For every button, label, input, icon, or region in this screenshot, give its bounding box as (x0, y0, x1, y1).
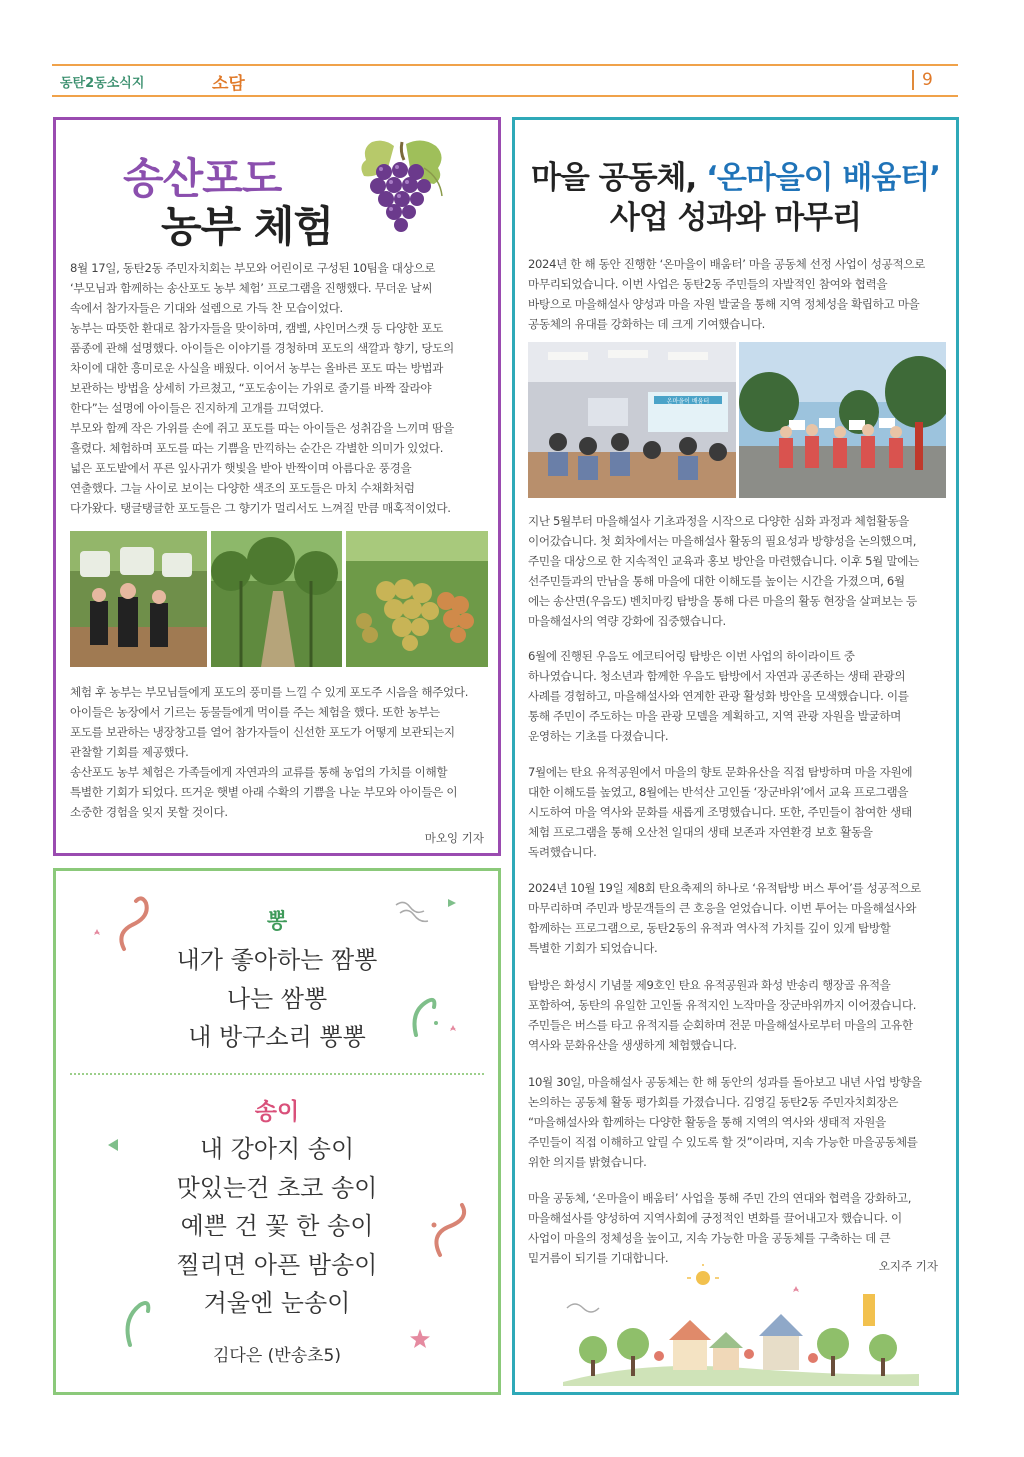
text-line: 2024년 한 해 동안 진행한 ‘온마을이 배움터’ 마을 공동체 선정 사업이 성공적으로 (528, 257, 925, 271)
village-paragraph-7 (528, 1188, 948, 1268)
village-illustration (563, 1264, 919, 1386)
text-line: 한다”는 설명에 아이들은 진지하게 고개를 끄덕였다. (70, 401, 324, 415)
text-line: 역사와 문화유산을 생생하게 체험했습니다. (528, 1038, 737, 1052)
text-line: 부모와 함께 작은 가위를 손에 쥐고 포도를 따는 아이들은 성취감을 느끼며 땀을 (70, 421, 454, 435)
text-line: 6월에 진행된 우음도 에코티어링 탐방은 이번 사업의 하이라이트 중 (528, 649, 855, 663)
text-line: 품종에 관해 설명했다. 아이들은 이야기를 경청하며 포도의 색깔과 향기, 당도의 (70, 341, 454, 355)
page-header (52, 68, 958, 94)
text-line: 주민을 대상으로 한 지속적인 교육과 홍보 방안을 마련했습니다. 이후 5월 말에는 (528, 554, 919, 568)
text-line: 통해 주민이 주도하는 마을 관광 모델을 계획하고, 지역 관광 자원을 발굴하며 (528, 709, 902, 723)
text-line: 하나였습니다. 청소년과 함께한 우음도 탐방에서 자연과 공존하는 생태 관광의 (528, 669, 906, 683)
text-line: “마을해설사와 함께하는 다양한 활동을 통해 지역의 역사와 생태적 자원을 (528, 1115, 886, 1129)
text-line: 독려했습니다. (528, 845, 597, 859)
text-line: 체험 프로그램을 통해 오산천 일대의 생태 보존과 자연환경 보호 활동을 (528, 825, 873, 839)
text-line: 보관하는 방법을 상세히 가르쳤고, “포도송이는 가위로 줄기를 바짝 잘라야 (70, 381, 432, 395)
text-line: 2024년 10월 19일 제8회 탄요축제의 하나로 ‘유적탐방 버스 투어’를 성공적으로 (528, 881, 921, 895)
village-paragraph-3 (528, 762, 948, 862)
text-line: 밑거름이 되기를 기대합니다. (528, 1251, 669, 1265)
poem-author: 김다은 (반송초5) (212, 1346, 342, 1366)
grape-title-line1: 송산포도 (123, 154, 282, 203)
text-line: 주민들은 버스를 타고 유적지를 순회하며 전문 마을해설사로부터 마을의 고유한 (528, 1018, 913, 1032)
page-number: 9 (922, 70, 933, 90)
village-paragraph-1 (528, 511, 948, 631)
grape-article (53, 117, 501, 856)
text-line: 넓은 포도밭에서 푸른 잎사귀가 햇빛을 받아 반짝이며 아름다운 풍경을 (70, 461, 412, 475)
grape-paragraph-1 (70, 258, 488, 518)
village-title-line1 (515, 152, 956, 197)
poem-line: 내 방구소리 뽕뽕 (188, 1023, 366, 1051)
text-line: 아이들은 농장에서 기르는 동물들에게 먹이를 주는 체험을 했다. 또한 농부는 (70, 705, 440, 719)
grape-illustration (354, 138, 450, 236)
newsletter-title: 동탄2동소식지 (60, 76, 145, 91)
text-line: 바탕으로 마을해설사 양성과 마을 자원 발굴을 통해 지역 정체성을 확립하고 마을 (528, 297, 920, 311)
text-line: 선주민들과의 만남을 통해 마을에 대한 이해도를 높이는 시간을 가졌으며, 6월 (528, 574, 905, 588)
text-line: 마무리되었습니다. 이번 사업은 동탄2동 주민들의 자발적인 참여와 협력을 (528, 277, 888, 291)
text-line: 소중한 경험을 잊지 못할 것이다. (70, 805, 228, 819)
text-line: 공동체의 유대를 강화하는 데 크게 기여했습니다. (528, 317, 766, 331)
text-line: 마을 공동체, ‘온마을이 배움터’ 사업을 통해 주민 간의 연대와 협력을 강화하고, (528, 1191, 912, 1205)
text-line: 시도하여 마을 역사와 문화를 새롭게 조명했습니다. 또한, 주민들이 참여한 생태 (528, 805, 912, 819)
text-line: 10월 30일, 마을해설사 공동체는 한 해 동안의 성과를 돌아보고 내년 사업 방향을 (528, 1075, 922, 1089)
poem-line: 맛있는건 초코 송이 (176, 1173, 378, 1202)
text-line: 포함하여, 동탄의 유일한 고인돌 유적지인 노작마을 장군바위까지 이어졌습니다. (528, 998, 917, 1012)
village-paragraph-4 (528, 878, 948, 958)
text-line: 지난 5월부터 마을해설사 기초과정을 시작으로 다양한 심화 과정과 체험활동을 (528, 514, 909, 528)
poem-1 (56, 905, 498, 1057)
text-line: 속에서 참가자들은 기대와 설렘으로 가득 찬 모습이었다. (70, 301, 343, 315)
text-line: 논의하는 공동체 활동 평가회를 가졌습니다. 김영길 동탄2동 주민자치회장은 (528, 1095, 899, 1109)
village-intro (528, 254, 948, 334)
photo-classroom (528, 342, 736, 498)
poem-2-lines (56, 1130, 498, 1323)
header-top-rule (52, 64, 958, 66)
header-bottom-rule (52, 95, 958, 97)
grape-title-line2: 농부 체험 (161, 202, 333, 251)
text-line: 사례를 경험하고, 마을해설사와 연계한 관광 활성화 방안을 모색했습니다. 이를 (528, 689, 909, 703)
text-line: 차이에 대한 흥미로운 사실을 배웠다. 이어서 농부는 올바른 포도 따는 방법과 (70, 361, 444, 375)
text-line: 에는 송산면(우음도) 벤치마킹 탐방을 통해 다른 마을의 활동 현장을 살펴보는 등 (528, 594, 917, 608)
text-line: ‘부모님과 함께하는 송산포도 농부 체험’ 프로그램을 진행했다. 무더운 날씨 (70, 281, 433, 295)
text-line: 연출했다. 그늘 사이로 보이는 다양한 색조의 포도들은 마치 수채화처럼 (70, 481, 415, 495)
text-line: 흘렸다. 체험하며 포도를 따는 기쁨을 만끽하는 순간은 각별한 의미가 있었다. (70, 441, 444, 455)
text-line: 특별한 기회가 되었다. 뜨거운 햇볕 아래 수확의 기쁨을 나눈 부모와 아이들은 이 (70, 785, 458, 799)
text-line: 8월 17일, 동탄2동 주민자치회는 부모와 어린이로 구성된 10팀을 대상으로 (70, 261, 436, 275)
text-line: 다가왔다. 탱글탱글한 포도들은 그 향기가 멀리서도 느껴질 만큼 매혹적이었다. (70, 501, 451, 515)
text-line: 특별한 기회가 되었습니다. (528, 941, 658, 955)
text-line: 주민들이 직접 이해하고 알릴 수 있도록 할 것”이라며, 지속 가능한 마을공동체를 (528, 1135, 918, 1149)
poem-2-title: 송이 (254, 1099, 300, 1125)
text-line: 마을해설사의 역량 강화에 집중했습니다. (528, 614, 726, 628)
poem-line: 내가 좋아하는 짬뽕 (176, 946, 378, 974)
village-title-highlight: ‘온마을이 배움터’ (706, 160, 941, 196)
poem-box (53, 868, 501, 1395)
poem-line: 찔리면 아픈 밤송이 (176, 1250, 378, 1279)
text-line: 포도를 보관하는 냉장창고를 열어 참가자들이 신선한 포도가 어떻게 보관되는지 (70, 725, 455, 739)
poem-line: 내 강아지 송이 (199, 1135, 355, 1163)
village-paragraph-6 (528, 1072, 948, 1172)
photo-grape-cluster (346, 531, 488, 667)
text-line: 송산포도 농부 체험은 가족들에게 자연과의 교류를 통해 농업의 가치를 이해할 (70, 765, 448, 779)
text-line: 마무리하며 주민과 방문객들의 큰 호응을 얻었습니다. 이번 투어는 마을해설사와 (528, 901, 917, 915)
text-line: 함께하는 프로그램으로, 동탄2동의 유적과 역사적 가치를 깊이 있게 탐방할 (528, 921, 891, 935)
grape-paragraph-2 (70, 682, 488, 822)
text-line: 사업이 마을의 정체성을 높이고, 지속 가능한 마을 공동체를 구축하는 데 큰 (528, 1231, 891, 1245)
poem-1-lines (56, 941, 498, 1057)
text-line: 운영하는 기초를 다졌습니다. (528, 729, 669, 743)
text-line: 탐방은 화성시 기념물 제9호인 탄요 유적공원과 화성 반송리 행장골 유적을 (528, 978, 891, 992)
village-title-line2: 사업 성과와 마무리 (609, 200, 862, 236)
poem-2 (56, 1093, 498, 1323)
text-line: 관찰할 기회를 제공했다. (70, 745, 189, 759)
text-line: 체험 후 농부는 부모님들에게 포도의 풍미를 느낄 수 있게 포도주 시음을 해주었다. (70, 685, 469, 699)
village-article (512, 117, 959, 1395)
text-line: 마을해설사를 양성하여 지역사회에 긍정적인 변화를 끌어내고자 했습니다. 이 (528, 1211, 902, 1225)
text-line: 농부는 따뜻한 환대로 참가자들을 맞이하며, 캠벨, 샤인머스캣 등 다양한 포도 (70, 321, 444, 335)
photo-vineyard-path (211, 531, 342, 667)
village-title-prefix: 마을 공동체, (530, 160, 707, 196)
poem-line: 겨울엔 눈송이 (203, 1289, 351, 1317)
photo-group-outdoor (739, 342, 946, 498)
poem-1-title: 뽕 (266, 909, 288, 933)
text-line: 7월에는 탄요 유적공원에서 마을의 향토 문화유산을 직접 탐방하며 마을 자원에 (528, 765, 913, 779)
photo-banner-text: 온마을이 배움터 (666, 398, 710, 405)
poem-line: 예쁜 건 꽃 한 송이 (180, 1212, 374, 1240)
poem-divider (70, 1073, 484, 1075)
text-line: 위한 의지를 밝혔습니다. (528, 1155, 647, 1169)
grape-byline: 마오잉 기자 (424, 831, 484, 845)
village-paragraph-5 (528, 975, 948, 1055)
village-byline: 오지주 기자 (878, 1259, 938, 1273)
text-line: 이어갔습니다. 첫 회차에서는 마을해설사 활동의 필요성과 방향성을 논의했으며, (528, 534, 917, 548)
village-paragraph-2 (528, 646, 948, 746)
text-line: 대한 이해도를 높였고, 8월에는 반석산 고인돌 ‘장군바위’에서 교육 프로그램을 (528, 785, 909, 799)
grape-photo-row (70, 531, 488, 667)
header-separator (912, 70, 914, 90)
photo-grape-picking-family (70, 531, 207, 667)
newsletter-logo: 소담 (212, 74, 245, 94)
poem-line: 나는 쌈뽕 (226, 984, 328, 1013)
